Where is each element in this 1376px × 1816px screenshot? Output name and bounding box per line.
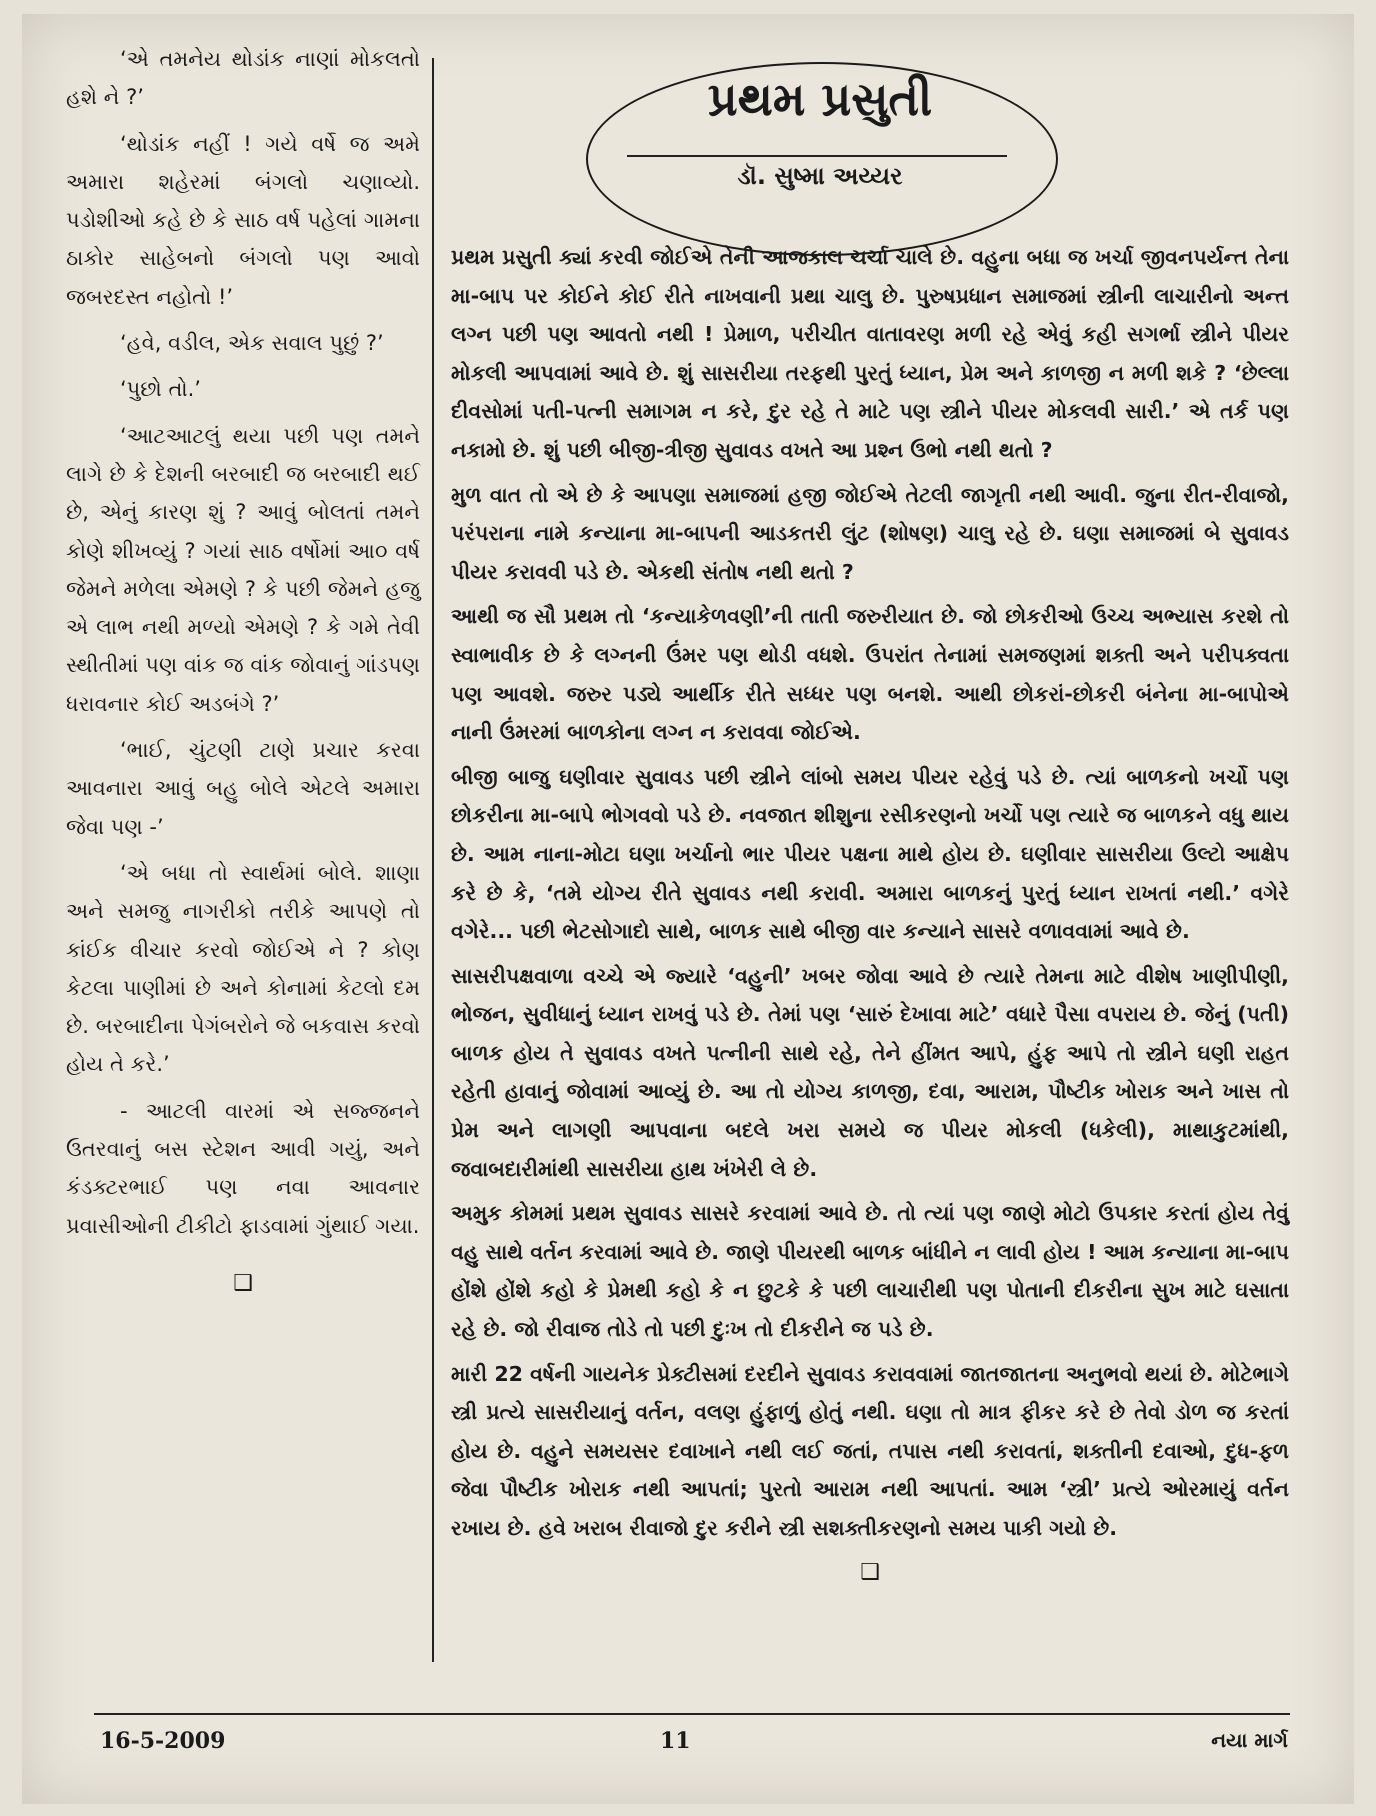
article-paragraph-5: સાસરીપક્ષવાળા વચ્ચે એ જ્યારે ‘વહુની’ ખબર જોવા આવે છે ત્યારે તેમના માટે વીશેષ ખાણીપીણી, ભોજન, સુવીધાનું ધ્યાન રાખવું પડે છે. તેમાં પણ ‘સારું દેખાવા માટે’ વધારે પૈસા વપરાય છે. જેનું (પતી) બાળક હોય તે સુવાવડ વખતે પત્નીની સાથે રહે, તેને હીંમત આપે, હુંફ આપે તો સ્ત્રીને ઘણી રાહત રહેતી હાવાનું જોવામાં આવ્યું છે. આ તો યોગ્ય કાળજી, દવા, આરામ, પૌષ્ટીક ખોરાક અને ખાસ તો પ્રેમ અને લાગણી આપવાના બદલે ખરા સમયે જ પીયર મોકલી (ધકેલી), માથાકુટમાંથી, જવાબદારીમાંથી સાસરીયા હાથ ખંખેરી લે છે. xyxy=(451,963,1289,1181)
left-paragraph-4: ‘પુછો તો.’ xyxy=(120,377,201,402)
article-paragraph-3: આથી જ સૌ પ્રથમ તો ‘કન્યાકેળવણી’ની તાતી જરુરીયાત છે. જો છોકરીઓ ઉચ્ચ અભ્યાસ કરશે તો સ્વાભાવીક છે કે લગ્નની ઉંમર પણ થોડી વધશે. ઉપરાંત તેનામાં સમજણમાં શક્તી અને પરીપક્વતા પણ આવશે. જરુર પડ્યે આર્થીક રીતે સધ્ધર પણ બનશે. આથી છોકરાં-છોકરી બંનેના મા-બાપોએ નાની ઉંમરમાં બાળકોના લગ્ન ન કરાવવા જોઈએ. xyxy=(451,604,1289,745)
column-divider xyxy=(432,58,434,1662)
left-paragraph-5: ‘આટઆટલું થયા પછી પણ તમને લાગે છે કે દેશની બરબાદી જ બરબાદી થઈ છે, એનું કારણ શું ? આવું બોલતાં તમને કોણે શીખવ્યું ? ગયાં સાઠ વર્ષોમાં આ૦ વર્ષ જેમને મળેલા એમણે ? કે પછી જેમને હજુ એ લાભ નથી મળ્યો એમણે ? કે ગમે તેવી સ્થીતીમાં પણ વાંક જ વાંક જોવાનું ગાંડપણ ધરાવનાર કોઈ અડબંગે ?’ xyxy=(66,423,420,716)
footer-rule xyxy=(94,1713,1290,1715)
page-number: 11 xyxy=(660,1728,691,1754)
left-paragraph-1: ‘એ તમનેય થોડાંક નાણાં મોકલતો હશે ને ?’ xyxy=(66,47,420,110)
article-title: પ્રથમ પ્રસુતી xyxy=(707,72,933,126)
article-paragraph-1: પ્રથમ પ્રસુતી ક્યાં કરવી જોઈએ તેની આજકાલ ચર્ચા ચાલે છે. વહુના બધા જ ખર્ચા જીવનપર્યન્ત તેના મા-બાપ પર કોઈને કોઈ રીતે નાખવાની પ્રથા ચાલુ છે. પુરુષપ્રધાન સમાજમાં સ્ત્રીની લાચારીનો અન્ત લગ્ન પછી પણ આવતો નથી ! પ્રેમાળ, પરીચીત વાતાવરણ મળી રહે એવું કહી સગર્ભા સ્ત્રીને પીયર મોકલી આપવામાં આવે છે. શું સાસરીયા તરફથી પુરતું ધ્યાન, પ્રેમ અને કાળજી ન મળી શકે ? ‘છેલ્લા દીવસોમાં પતી-પત્ની સમાગમ ન કરે, દુર રહે તે માટે પણ સ્ત્રીને પીયર મોકલવી સારી.’ એ તર્ક પણ નકામો છે. શું પછી બીજી-ત્રીજી સુવાવડ વખતે આ પ્રશ્ન ઉભો નથી થતો ? xyxy=(451,245,1289,462)
article-paragraph-2: મુળ વાત તો એ છે કે આપણા સમાજમાં હજી જોઈએ તેટલી જાગૃતી નથી આવી. જુના રીત-રીવાજો, પરંપરાના નામે કન્યાના મા-બાપની આડકતરી લુંટ (શોષણ) ચાલુ રહે છે. ઘણા સમાજમાં બે સુવાવડ પીયર કરાવવી પડે છે. એકથી સંતોષ નથી થતો ? xyxy=(451,482,1289,584)
left-column xyxy=(66,40,420,1680)
article-paragraph-7: મારી 22 વર્ષની ગાયનેક પ્રેક્ટીસમાં દરદીને સુવાવડ કરાવવામાં જાતજાતના અનુભવો થયાં છે. મોટેભાગે સ્ત્રી પ્રત્યે સાસરીયાનું વર્તન, વલણ હુંફાળું હોતું નથી. ઘણા તો માત્ર ફીકર કરે છે તેવો ડોળ જ કરતાં હોય છે. વહુને સમયસર દવાખાને નથી લઈ જતાં, તપાસ નથી કરાવતાં, શક્તીની દવાઓ, દુધ-ફળ જેવા પૌષ્ટીક ખોરાક નથી આપતાં; પુરતો આરામ નથી આપતાં. આમ ‘સ્ત્રી’ પ્રત્યે ઓરમાયું વર્તન રખાય છે. હવે ખરાબ રીવાજો દુર કરીને સ્ત્રી સશક્તીકરણનો સમય પાકી ગયો છે. xyxy=(451,1361,1289,1540)
article-body xyxy=(451,238,1289,1658)
left-paragraph-3: ‘હવે, વડીલ, એક સવાલ પુછું ?’ xyxy=(120,331,384,356)
footer-date: 16-5-2009 xyxy=(100,1728,226,1754)
article-paragraph-4: બીજી બાજુ ઘણીવાર સુવાવડ પછી સ્ત્રીને લાંબો સમય પીયર રહેવું પડે છે. ત્યાં બાળકનો ખર્ચો પણ છોકરીના મા-બાપે ભોગવવો પડે છે. નવજાત શીશુના રસીકરણનો ખર્ચો પણ ત્યારે જ બાળકને વધુ થાય છે. આમ નાના-મોટા ઘણા ખર્ચાનો ભાર પીયર પક્ષના માથે હોય છે. ઘણીવાર સાસરીયા ઉલ્ટો આક્ષેપ કરે છે કે, ‘તમે યોગ્ય રીતે સુવાવડ નથી કરાવી. અમારા બાળકનું પુરતું ધ્યાન રાખતાં નથી.’ વગેરે વગેરે... પછી ભેટસોગાદો સાથે, બાળક સાથે બીજી વાર કન્યાને સાસરે વળાવવામાં આવે છે. xyxy=(451,764,1289,944)
article-author: ડૉ. સુષ્મા અય્યર xyxy=(737,162,903,190)
left-paragraph-7: ‘એ બધા તો સ્વાર્થમાં બોલે. શાણા અને સમજુ નાગરીકો તરીકે આપણે તો કાંઈક વીચાર કરવો જોઈએ ને ? કોણ કેટલા પાણીમાં છે અને કોનામાં કેટલો દમ છે. બરબાદીના પેગંબરોને જે બકવાસ કરવો હોય તે કરે.’ xyxy=(66,860,420,1077)
left-end-mark: ❑ xyxy=(233,1270,253,1296)
left-paragraph-8: - આટલી વારમાં એ સજ્જનને ઉતરવાનું બસ સ્ટેશન આવી ગયું, અને કંડક્ટરભાઈ પણ નવા આવનાર પ્રવાસીઓની ટીકીટો ફાડવામાં ગુંથાઈ ગયા. xyxy=(66,1098,420,1238)
magazine-name: નયા માર્ગ xyxy=(1211,1728,1288,1752)
article-end-mark: ❑ xyxy=(860,1559,880,1585)
title-divider xyxy=(627,155,1007,157)
article-paragraph-6: અમુક કોમમાં પ્રથમ સુવાવડ સાસરે કરવામાં આવે છે. તો ત્યાં પણ જાણે મોટો ઉપકાર કરતાં હોય તેવું વહુ સાથે વર્તન કરવામાં આવે છે. જાણે પીયરથી બાળક બાંધીને ન લાવી હોય ! આમ કન્યાના મા-બાપ હોંશે હોંશે કહો કે પ્રેમથી કહો કે ન છુટકે કે પછી લાચારીથી પણ પોતાની દીકરીના સુખ માટે ઘસાતા રહે છે. જો રીવાજ તોડે તો પછી દુઃખ તો દીકરીને જ પડે છે. xyxy=(451,1201,1289,1342)
left-paragraph-6: ‘ભાઈ, ચુંટણી ટાણે પ્રચાર કરવા આવનારા આવું બહુ બોલે એટલે અમારા જેવા પણ -’ xyxy=(66,738,420,839)
left-paragraph-2: ‘થોડાંક નહીં ! ગયે વર્ષે જ અમે અમારા શહેરમાં બંગલો ચણાવ્યો. પડોશીઓ કહે છે કે સાઠ વર્ષ પહેલાં ગામના ઠાકોર સાહેબનો બંગલો પણ આવો જબરદસ્ત નહોતો !’ xyxy=(66,131,420,309)
